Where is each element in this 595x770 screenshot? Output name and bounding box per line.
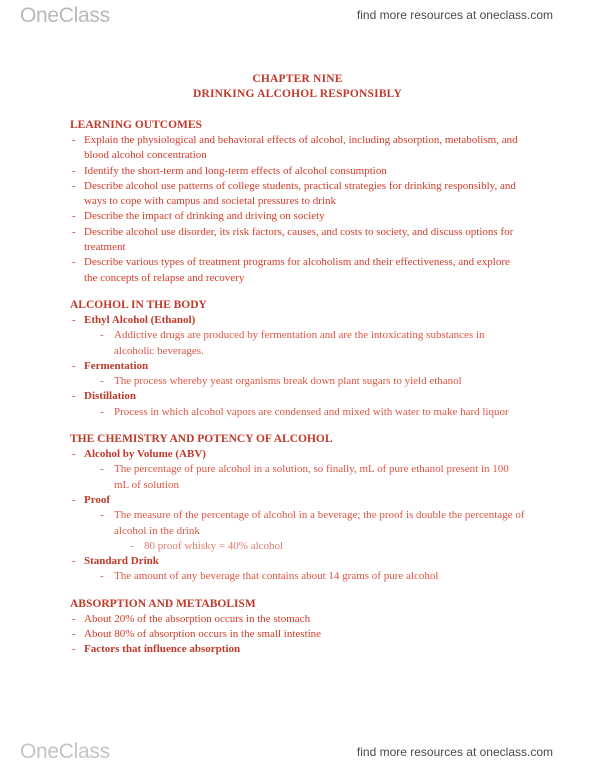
absorption-list xyxy=(70,612,525,658)
header-resources-link[interactable]: find more resources at oneclass.com xyxy=(356,8,553,22)
list-item: - Describe various types of treatment programs for alcoholism and their effectiveness, and explore the concepts of relapse and recovery xyxy=(70,255,525,286)
learning-outcomes-section xyxy=(70,118,525,286)
list-item: - About 20% of the absorption occurs in the stomach xyxy=(70,612,525,627)
section-title: ALCOHOL IN THE BODY xyxy=(70,298,207,311)
list-item: - Describe alcohol use disorder, its risk factors, causes, and costs to society, and discuss options for treatment xyxy=(70,225,525,256)
term: Proof xyxy=(84,493,111,506)
oneclass-logo[interactable]: OneClass xyxy=(20,4,110,27)
list-item: - About 80% of absorption occurs in the small intestine xyxy=(70,627,525,642)
definition-text: The measure of the percentage of alcohol in a beverage; the proof is double the percentage of alcohol in the drink xyxy=(114,509,525,537)
list-item: - Explain the physiological and behavioral effects of alcohol, including absorption, metabolism, and blood alcohol concentration xyxy=(70,133,525,164)
list-item: - Describe alcohol use patterns of college students, practical strategies for drinking responsibly, and ways to cope with campus and societal pressures to drink xyxy=(70,179,525,210)
example: - 80 proof whisky = 40% alcohol xyxy=(122,539,525,554)
term: Alcohol by Volume (ABV) xyxy=(84,448,206,461)
term-list xyxy=(70,313,525,420)
list-item xyxy=(70,447,525,493)
definition: - The percentage of pure alcohol in a solution, so finally, mL of pure ethanol present in 100 mL of solution xyxy=(92,462,525,493)
term: Factors that influence absorption xyxy=(84,643,241,656)
term: Distillation xyxy=(84,390,136,403)
definition: - Process in which alcohol vapors are condensed and mixed with water to make hard liquor xyxy=(92,405,525,420)
term: Fermentation xyxy=(84,359,149,372)
list-item xyxy=(70,642,525,657)
list-item xyxy=(70,554,525,585)
oneclass-logo[interactable]: OneClass xyxy=(20,740,110,763)
document-body xyxy=(70,118,525,670)
section-title: THE CHEMISTRY AND POTENCY OF ALCOHOL xyxy=(70,433,333,446)
alcohol-in-body-section xyxy=(70,298,525,420)
absorption-section xyxy=(70,597,525,658)
term: Standard Drink xyxy=(84,555,159,568)
list-item xyxy=(70,493,525,554)
definition: - The amount of any beverage that contains about 14 grams of pure alcohol xyxy=(92,569,525,584)
list-item: - Identify the short-term and long-term effects of alcohol consumption xyxy=(70,164,525,179)
chapter-number: CHAPTER NINE xyxy=(252,73,343,85)
chemistry-section xyxy=(70,432,525,585)
section-title: LEARNING OUTCOMES xyxy=(70,119,202,131)
section-title: ABSORPTION AND METABOLISM xyxy=(70,597,256,610)
definition: - Addictive drugs are produced by fermentation and are the intoxicating substances in alcoholic beverages. xyxy=(92,328,525,359)
learning-outcomes-list xyxy=(70,133,525,286)
term-list xyxy=(70,447,525,585)
list-item xyxy=(70,389,525,420)
list-item xyxy=(70,359,525,390)
chapter-title: DRINKING ALCOHOL RESPONSIBLY xyxy=(192,88,403,100)
definition: - The process whereby yeast organisms break down plant sugars to yield ethanol xyxy=(92,374,525,389)
footer-resources-link[interactable]: find more resources at oneclass.com xyxy=(356,745,553,759)
list-item xyxy=(70,313,525,359)
term: Ethyl Alcohol (Ethanol) xyxy=(84,313,196,326)
list-item: - Describe the impact of drinking and driving on society xyxy=(70,209,525,224)
definition xyxy=(92,508,525,554)
